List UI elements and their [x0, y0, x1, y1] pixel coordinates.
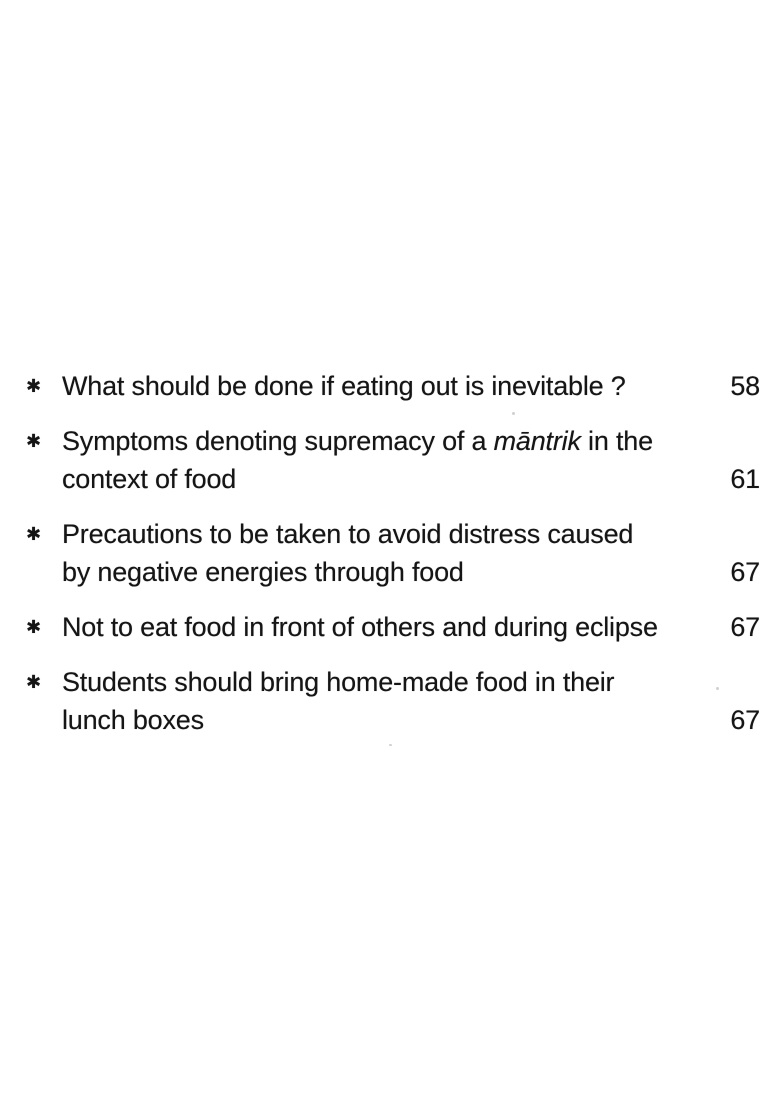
toc-entry-line: [62, 460, 696, 498]
toc-entry-text: Symptoms denoting supremacy of a: [62, 426, 494, 456]
toc-entry-text: in the: [580, 426, 653, 456]
page-number: 67: [730, 557, 760, 587]
toc-entry: [26, 422, 760, 498]
asterisk-bullet-icon: ✱: [26, 431, 41, 451]
toc-entry-text: by negative energies through food: [62, 557, 464, 587]
asterisk-bullet-icon: ✱: [26, 376, 41, 396]
toc-entry-text: Students should bring home-made food in their: [62, 667, 615, 697]
toc-entry-text: lunch boxes: [62, 705, 204, 735]
scan-speckle: [389, 744, 392, 746]
toc-entry-text: Precautions to be taken to avoid distress caused: [62, 519, 634, 549]
toc-entry-line: [62, 553, 696, 591]
table-of-contents: [26, 367, 760, 756]
toc-entry-text: context of food: [62, 464, 237, 494]
page-number: 67: [730, 705, 760, 735]
toc-entry-line: [62, 608, 696, 646]
page-number: 67: [730, 612, 760, 642]
toc-entry-line: [62, 663, 696, 701]
toc-entry-line: [62, 367, 696, 405]
asterisk-bullet-icon: ✱: [26, 524, 41, 544]
scan-speckle: [512, 412, 515, 415]
scan-speckle: [716, 687, 719, 690]
toc-entry: [26, 367, 760, 405]
asterisk-bullet-icon: ✱: [26, 672, 41, 692]
toc-entry: [26, 608, 760, 646]
toc-entry-line: [62, 701, 696, 739]
toc-entry-line: [62, 422, 696, 460]
toc-entry-text: Not to eat food in front of others and during eclipse: [62, 612, 658, 642]
toc-entry: [26, 663, 760, 739]
toc-entry-text-italic: māntrik: [493, 426, 581, 456]
toc-entry-text: What should be done if eating out is inevitable ?: [62, 371, 626, 401]
toc-entry-line: [62, 515, 696, 553]
page-number: 58: [730, 371, 760, 401]
toc-entry: [26, 515, 760, 591]
asterisk-bullet-icon: ✱: [26, 617, 41, 637]
page-number: 61: [730, 464, 760, 494]
